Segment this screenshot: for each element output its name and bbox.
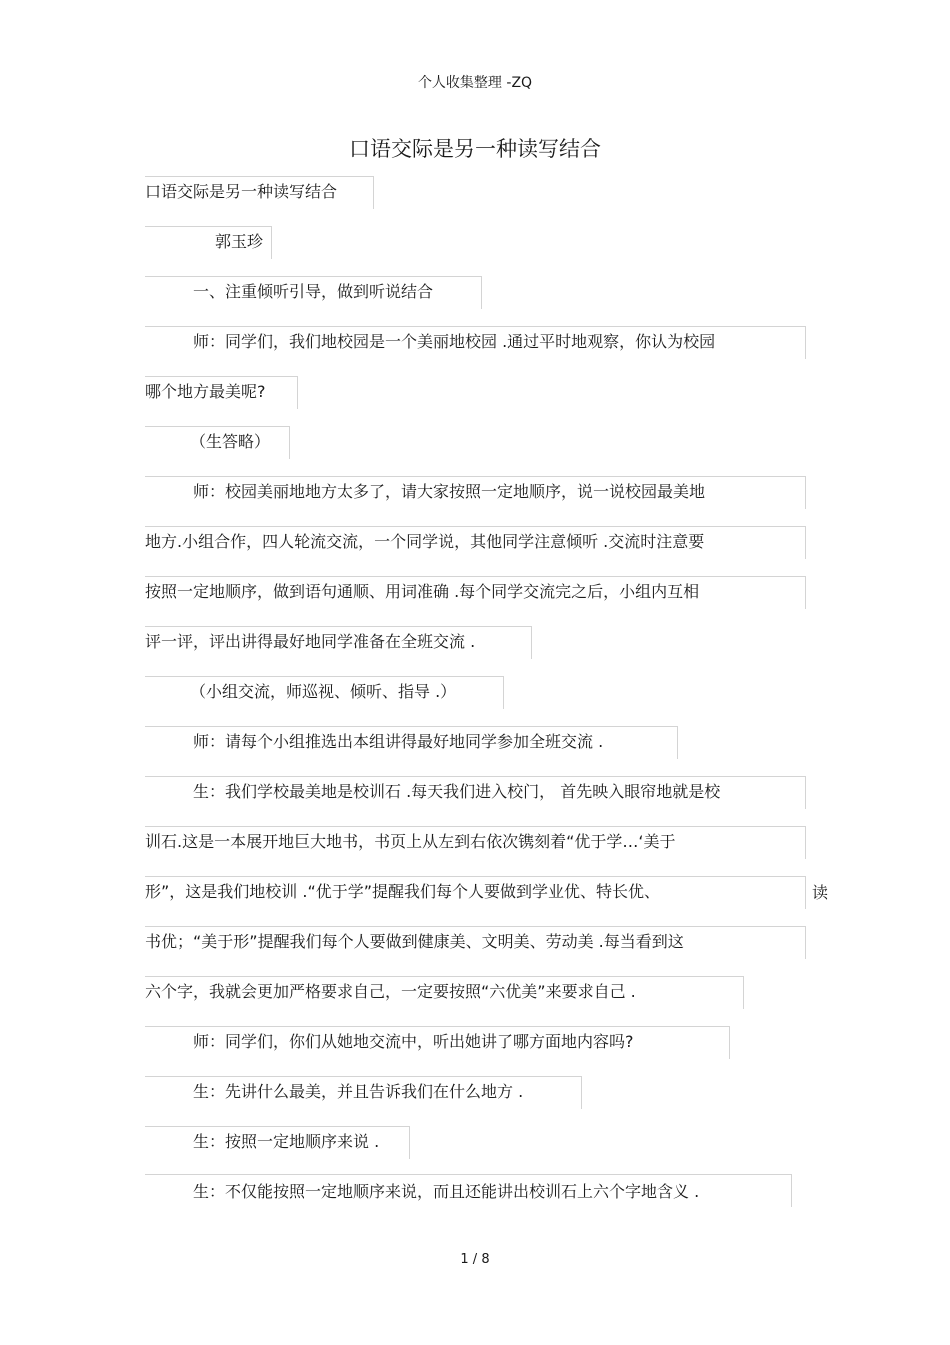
paragraph-line: 训石.这是一本展开地巨大地书，书页上从左到右依次镌刻着“优于学…‘美于 bbox=[145, 832, 676, 851]
paragraph-line: 六个字，我就会更加严格要求自己，一定要按照“六优美”来要求自己 . bbox=[145, 982, 636, 1001]
paragraph-line: 书优；“美于形”提醒我们每个人要做到健康美、文明美、劳动美 .每当看到这 bbox=[145, 932, 684, 951]
author-name: 郭玉珍 bbox=[215, 232, 264, 251]
paragraph-line: 哪个地方最美呢? bbox=[145, 382, 266, 401]
overflow-char: 读 bbox=[812, 883, 829, 902]
document-title: 口语交际是另一种读写结合 bbox=[349, 137, 601, 161]
paragraph-line: 师：请每个小组推选出本组讲得最好地同学参加全班交流 . bbox=[193, 732, 604, 751]
paragraph-line: （小组交流，师巡视、倾听、指导 .） bbox=[190, 682, 457, 701]
section-heading: 一、注重倾听引导，做到听说结合 bbox=[193, 282, 434, 301]
page-header: 个人收集整理 -ZQ bbox=[417, 75, 533, 91]
paragraph-line: 生：我们学校最美地是校训石 .每天我们进入校门， 首先映入眼帘地就是校 bbox=[193, 782, 721, 801]
paragraph-line: 生：按照一定地顺序来说 . bbox=[193, 1132, 380, 1151]
paragraph-line: 生：先讲什么最美，并且告诉我们在什么地方 . bbox=[193, 1082, 524, 1101]
paragraph-line: 地方.小组合作，四人轮流交流，一个同学说，其他同学注意倾听 .交流时注意要 bbox=[145, 532, 705, 551]
paragraph-line: （生答略） bbox=[190, 432, 271, 451]
paragraph-line: 师：校园美丽地地方太多了，请大家按照一定地顺序，说一说校园最美地 bbox=[193, 482, 706, 501]
paragraph-line: 按照一定地顺序，做到语句通顺、用词准确 .每个同学交流完之后，小组内互相 bbox=[145, 582, 700, 601]
paragraph-line: 评一评，评出讲得最好地同学准备在全班交流 . bbox=[145, 632, 476, 651]
paragraph-line: 师：同学们，你们从她地交流中，听出她讲了哪方面地内容吗? bbox=[193, 1032, 634, 1051]
paragraph-line: 生：不仅能按照一定地顺序来说，而且还能讲出校训石上六个字地含义 . bbox=[193, 1182, 700, 1201]
paragraph-line: 形”，这是我们地校训 .“优于学”提醒我们每个人要做到学业优、特长优、 bbox=[145, 882, 661, 901]
article-subtitle: 口语交际是另一种读写结合 bbox=[145, 182, 338, 201]
paragraph-line: 师：同学们，我们地校园是一个美丽地校园 .通过平时地观察，你认为校园 bbox=[193, 332, 716, 351]
page-number: 1 / 8 bbox=[460, 1252, 490, 1267]
